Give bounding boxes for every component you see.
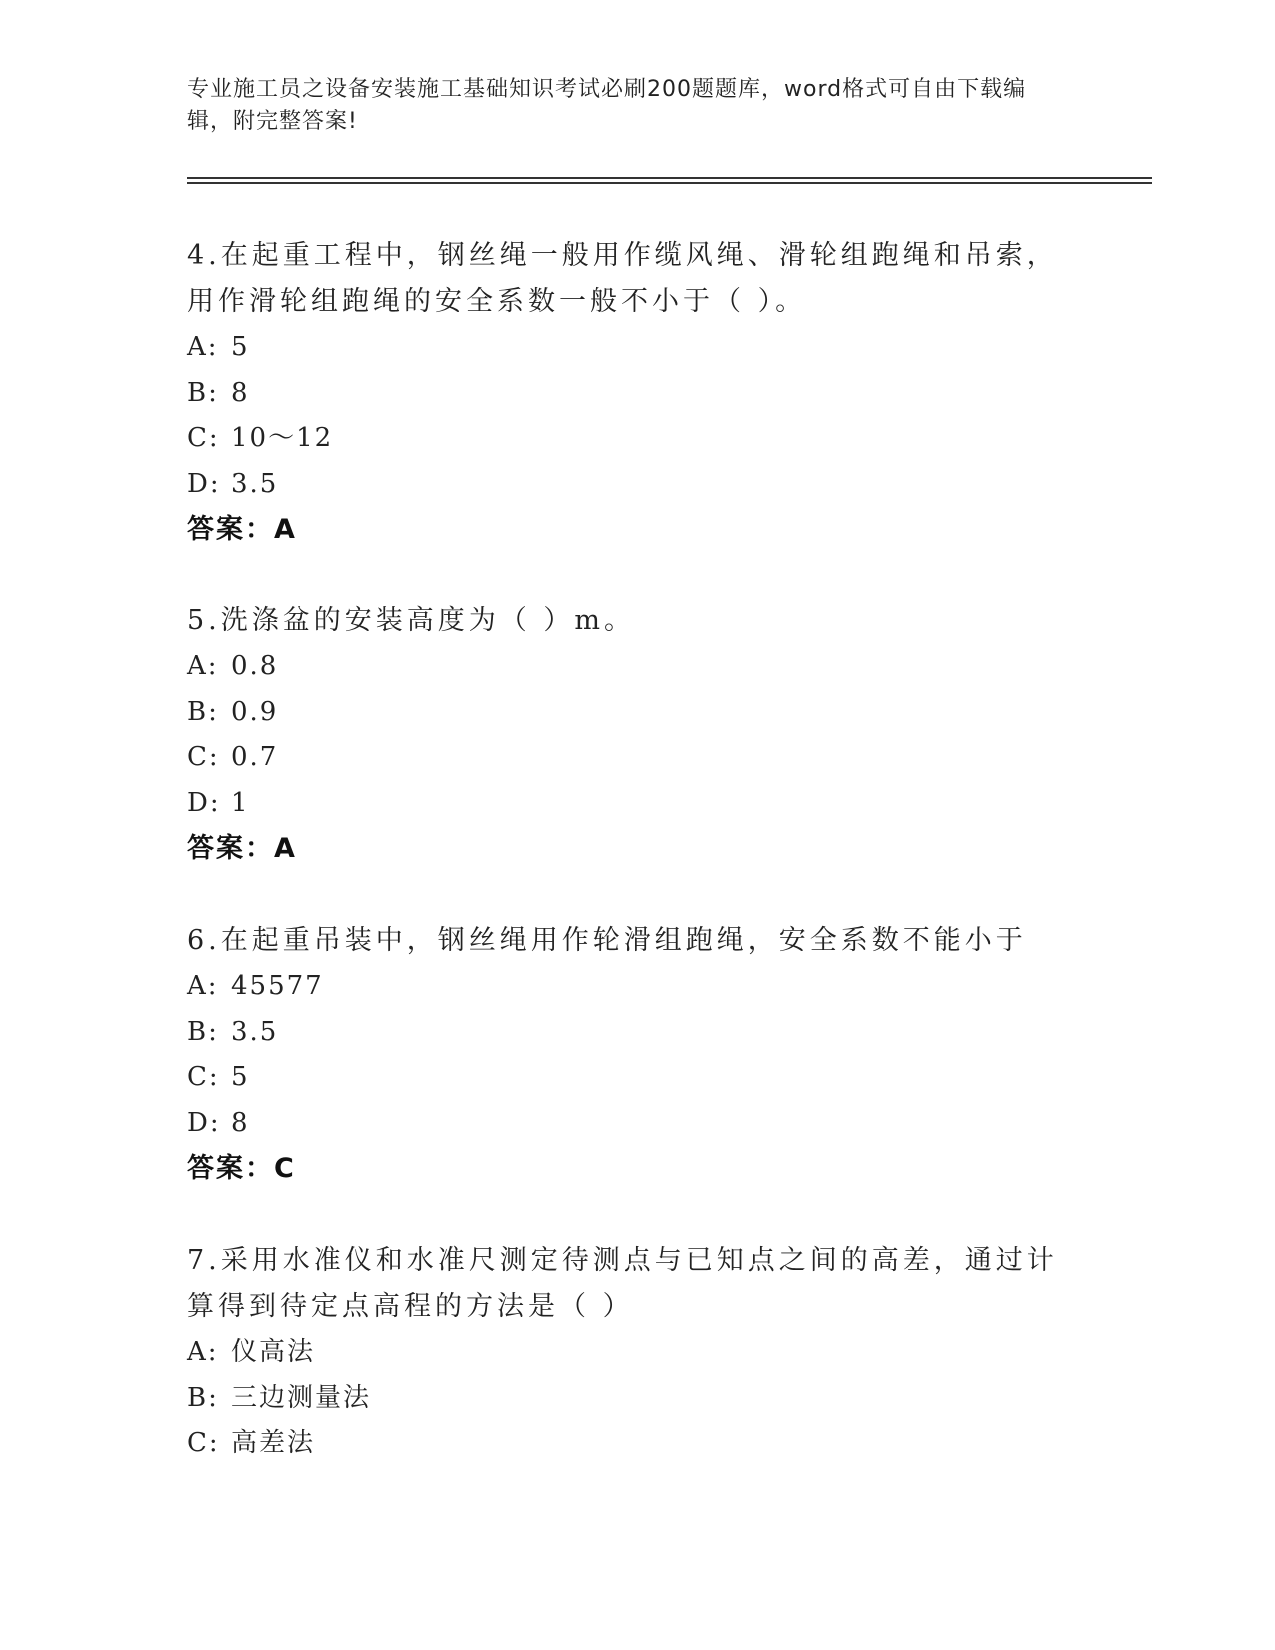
document-title: 专业施工员之设备安装施工基础知识考试必刷200题题库，word格式可自由下载编辑，附完整答案! [187,77,1027,134]
question-6 [187,918,1087,1192]
option-key: C: [187,1062,220,1092]
option-text: 8 [231,377,250,408]
option-a [187,644,1087,690]
option-c [187,1055,1087,1101]
option-text: 1 [231,787,250,818]
option-c [187,735,1087,781]
option-key: B: [187,1382,219,1413]
option-d [187,462,1087,508]
answer-line: 答案：C [187,1153,296,1184]
option-text: 高差法 [231,1428,316,1458]
option-b [187,690,1087,736]
option-key: D: [187,468,221,499]
option-key: A: [187,1337,219,1367]
option-text: 45577 [231,971,324,1001]
question-stem: 4.在起重工程中，钢丝绳一般用作缆风绳、滑轮组跑绳和吊索，用作滑轮组跑绳的安全系数一般不小于（ ）。 [187,240,1058,317]
question-4 [187,233,1087,553]
option-text: 0.9 [231,696,279,727]
option-b [187,1010,1087,1056]
option-key: C: [187,423,220,453]
option-text: 5 [231,332,250,362]
option-b [187,371,1087,417]
option-text: 3.5 [231,468,279,499]
option-text: 0.8 [231,651,279,681]
option-text: 仪高法 [231,1337,316,1367]
option-key: D: [187,1107,221,1138]
option-text: 三边测量法 [231,1382,372,1413]
option-a [187,325,1087,371]
option-d [187,781,1087,827]
answer-line: 答案：A [187,833,297,864]
option-key: A: [187,971,219,1001]
answer-line: 答案：A [187,514,297,545]
title-rule-top [187,177,1152,179]
option-key: C: [187,1428,220,1458]
option-c [187,1421,1087,1467]
option-a [187,964,1087,1010]
option-text: 5 [231,1062,250,1092]
option-text: 3.5 [231,1016,279,1047]
option-key: A: [187,332,219,362]
option-key: B: [187,1016,219,1047]
question-stem: 6.在起重吊装中，钢丝绳用作轮滑组跑绳，安全系数不能小于 [187,925,1027,956]
option-key: A: [187,651,219,681]
option-b [187,1376,1087,1422]
option-key: D: [187,787,221,818]
question-5 [187,598,1087,872]
title-rule-bottom [187,182,1152,184]
option-d [187,1101,1087,1147]
question-stem: 7.采用水准仪和水准尺测定待测点与已知点之间的高差，通过计算得到待定点高程的方法是（ ） [187,1245,1058,1322]
option-c [187,416,1087,462]
option-text: 0.7 [231,742,279,772]
option-key: C: [187,742,220,772]
option-key: B: [187,696,219,727]
option-text: 8 [231,1107,250,1138]
question-stem: 5.洗涤盆的安装高度为（ ）m。 [187,605,635,636]
question-7 [187,1238,1087,1467]
option-key: B: [187,377,219,408]
option-a [187,1330,1087,1376]
option-text: 10～12 [231,423,334,453]
